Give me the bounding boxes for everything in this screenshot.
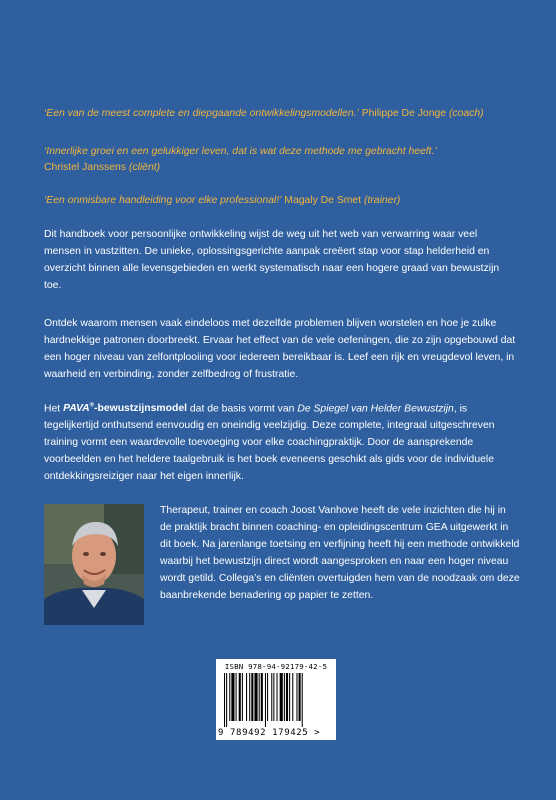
barcode-bar	[265, 673, 266, 727]
barcode-bar	[231, 673, 234, 721]
barcode-bar	[254, 673, 257, 721]
book-title: De Spiegel van Helder Bewustzijn	[297, 403, 454, 415]
barcode-bar	[242, 673, 243, 721]
barcode-bar	[299, 673, 301, 721]
barcode-bar	[251, 673, 253, 721]
paragraph-model	[44, 398, 516, 485]
isbn-label: ISBN 978-94-92179-42-5	[224, 662, 328, 671]
quote-text: ‘Innerlijke groei en een gelukkiger leven, dat is wat deze methode me gebracht heeft.’	[44, 146, 437, 157]
barcode-bar	[302, 673, 303, 727]
barcode-bar	[296, 673, 297, 721]
barcode-bar	[246, 673, 247, 721]
barcode-bar	[273, 673, 274, 721]
quote-role: (cliënt)	[128, 162, 161, 173]
barcode-bar	[236, 673, 237, 721]
barcode-bars	[224, 673, 328, 727]
barcode-bar	[224, 673, 225, 727]
quote-3	[44, 193, 514, 209]
author-photo	[44, 504, 144, 625]
barcode-digits: 9 789492 179425 >	[218, 728, 321, 738]
quote-author: Christel Janssens	[44, 162, 127, 173]
barcode-bar	[229, 673, 230, 721]
quote-author: Magaly De Smet	[284, 195, 362, 206]
text-fragment: , is tegelijkertijd onthutsend eenvoudig en oneindig veelzijdig. Deze complete, integraal uitgeschreven training vormt een waardevolle toevoeging voor elke coachingpraktijk. Door de aansprekende voorbeelden en het heldere taalgebruik is het boek eveneens geschikt als gids voor de individuele ontdekkingsreiziger naar het eigen innerlijk.	[44, 403, 495, 483]
text-fragment: Het	[44, 403, 64, 415]
barcode-bar	[277, 673, 278, 721]
barcode-bar	[284, 673, 285, 721]
barcode-bar	[259, 673, 260, 721]
barcode-bar	[271, 673, 272, 721]
quote-author: Philippe De Jonge	[361, 108, 447, 119]
paragraph-discover: Ontdek waarom mensen vaak eindeloos met dezelfde problemen blijven worstelen en hoe je zulke hardnekkige patronen doorbreekt. Ervaar het effect van de vele oefeningen, die zo zijn opgebouwd dat een hoger niveau van zelfontplooiing voor iedereen bereikbaar is. Leef een rijk en vreugdevol leven, in waarheid en verbinding, zonder zelfbedrog of frustratie.	[44, 318, 516, 380]
paragraph-intro: Dit handboek voor persoonlijke ontwikkeling wijst de weg uit het web van verwarring waar veel mensen in vastzitten. De unieke, oplossingsgerichte aanpak creëert stap voor stap helderheid en overzicht binnen alle levensgebieden en werkt systematisch naar een hogere graad van bewustzijn toe.	[44, 229, 500, 291]
barcode-bar	[289, 673, 290, 721]
text-fragment: dat de basis vormt van	[187, 403, 298, 415]
barcode-bar	[226, 673, 227, 727]
quote-1	[44, 106, 514, 122]
quote-role: (coach)	[448, 108, 484, 119]
barcode-bar	[267, 673, 268, 721]
isbn-barcode	[216, 659, 336, 740]
registered-mark: ®	[89, 403, 95, 409]
barcode-bar	[280, 673, 283, 721]
barcode-bar	[249, 673, 250, 721]
barcode-bar	[239, 673, 241, 721]
author-bio: Therapeut, trainer en coach Joost Vanhove heeft de vele inzichten die hij in de praktijk bracht binnen coaching- en opleidingscentrum GEA uitgewerkt in dit boek. Na jarenlange toetsing en verfijning heeft hij een methode ontwikkeld waarbij het bewustzijn direct wordt aangesproken en naar een hoger niveau wordt getild. Collega’s en cliënten overtuigden hem van de noodzaak om deze baanbrekende benadering op papier te zetten.	[160, 505, 520, 601]
brand-name: PAVA	[63, 403, 90, 415]
quote-2	[44, 144, 514, 176]
barcode-bar	[261, 673, 263, 721]
quote-role: (trainer)	[364, 195, 401, 206]
quote-text: ‘Een onmisbare handleiding voor elke professional!’	[44, 195, 282, 206]
barcode-bar	[286, 673, 288, 721]
quote-text: ‘Een van de meest complete en diepgaande ontwikkelingsmodellen.’	[44, 108, 359, 119]
model-name: -bewustzijnsmodel	[94, 403, 187, 415]
barcode-bar	[292, 673, 293, 721]
